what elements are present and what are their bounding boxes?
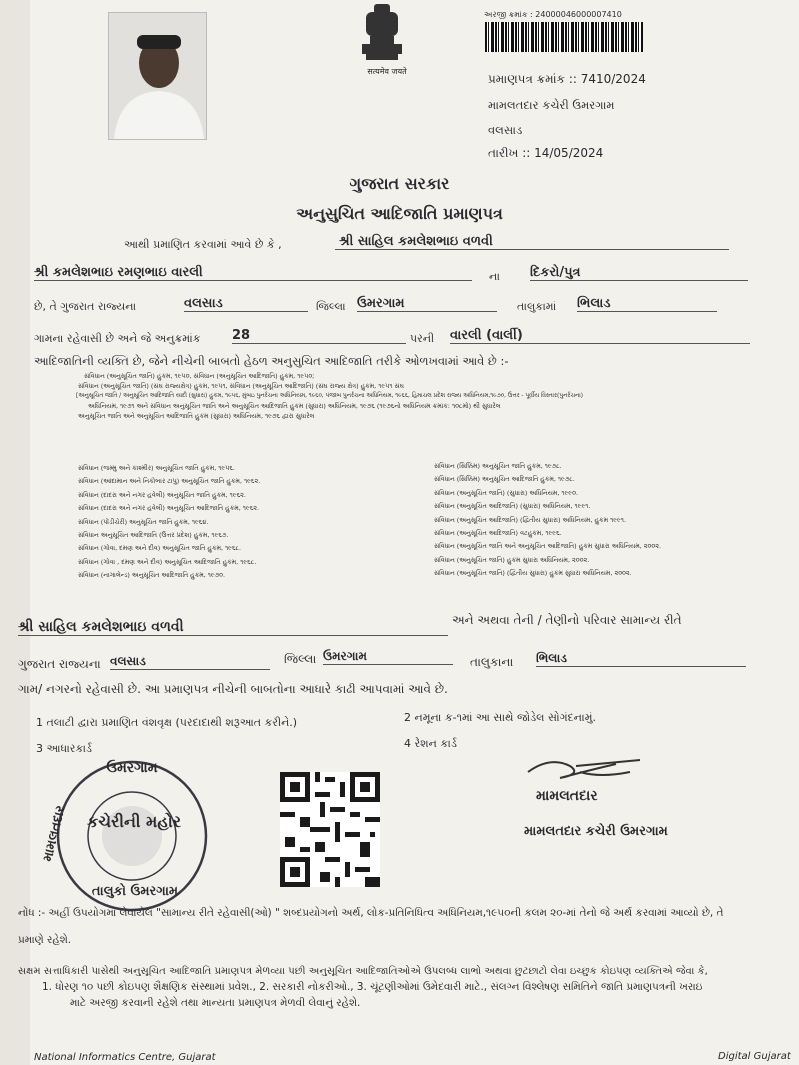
signatory-title: મામલતદાર	[536, 788, 598, 804]
basis-item: 1 તલાટી દ્વારા પ્રમાણિત વંશવૃક્ષ (પરદાદાથી શરૂઆત કરીને.)	[36, 716, 298, 729]
on-label: પરની	[410, 332, 435, 345]
issue-basis-statement: ગામ/ નગરનો રહેવાસી છે. આ પ્રમાણપત્ર નીચેની બાબતોના આધારે કાઢી આપવામાં આવે છે.	[18, 682, 448, 696]
emblem-motto: सत्यमेव जयते	[367, 67, 407, 76]
note-line: સંવિધાન (અનુસૂચિત જાતિ) (સંઘ રાજ્યક્ષેત્ર) હુકમ, ૧૯૫૧, સંવિધાન (અનુસૂચિત આદિજાતિ) (સંઘ રાજ્ય ક્ષેત્ર) હુકમ, ૧૯૫૧ સંઘ	[78, 382, 404, 390]
taluka-value-2: ઉમરગામ	[323, 649, 453, 665]
notes-right	[434, 460, 794, 581]
recognition-statement: આદિજાતિની વ્યક્તિ છે, જેને નીચેની બાબતો હેઠળ અનુસુચિત આદિજાતિ તરીકે ઓળખવામાં આવે છે :-	[34, 354, 509, 368]
office-name: મામલતદાર કચેરી ઉમરગામ	[488, 98, 615, 112]
seal-left-text: મામલતદાર	[40, 803, 69, 864]
district-label-2: જિલ્લા	[284, 652, 317, 666]
note-line: સંવિધાન અનુસૂચિત આદિજાતિ (ઉત્તર પ્રદેશ) હુકમ, ૧૯૬૭.	[78, 531, 229, 540]
note-line: સંવિધાન (અનુસૂચિત આદિજાતિ) (સુધારા) અધિનિયમ, ૧૯૯૧.	[434, 502, 591, 511]
footer-note: નોંધ :- અહીં ઉપયોગમાં લેવાયેલ "સામાન્ય રીતે રહેવાસી(ઓ) " શબ્દપ્રયોગનો અર્થ, લોક-પ્રતિનિધિત્વ અધિનિયમ,૧૯૫૦ની કલમ ૨૦-માં તેનો જે અર્થ કરવામાં આવ્યો છે, તે	[18, 907, 724, 919]
digital-gujarat-credit: Digital Gujarat	[718, 1051, 791, 1062]
note-line: સંવિધાન (અનુસૂચિત આદિજાતિ) (દ્વિતીય સુધારા) અધિનિયમ, હુકમ ૧૯૯૧.	[434, 515, 626, 524]
note-line: સંવિધાન (અનુસૂચિત જાતિ અને અનુસૂચિત આદિજાતિ) હુકમ સુધારા અધિનિયમ, ૨૦૦૨.	[434, 542, 662, 551]
relation: દિકરો/પુત્ર	[530, 265, 748, 281]
notes-left	[78, 462, 418, 583]
district-value-2: વલસાડ	[110, 654, 270, 670]
signature	[520, 752, 650, 786]
office-seal	[40, 756, 212, 916]
barcode	[485, 22, 643, 52]
taluka-label: તાલુકામાં	[517, 300, 557, 313]
basis-item: 4 રેશન કાર્ડ	[404, 737, 457, 750]
footer-para-2: 1. ધોરણ ૧૦ પછી કોઇપણ શૈક્ષણિક સંસ્થામાં પ્રવેશ., 2. સરકારી નોકરીઓ., 3. ચૂંટણીઓમાં ઉમેદવારી માટે., સંલગ્ન વિશ્લેષણ સમિતિને જાતિ પ્રમાણપત્રની ખરાઇ	[42, 981, 703, 993]
certify-label: આથી પ્રમાણિત કરવામાં આવે છે કે ,	[124, 238, 282, 251]
note-line: સંવિધાન (દાદરા અને નગર હવેલી) અનુસૂચિત જાતિ હુકમ, ૧૯૬૨.	[78, 490, 246, 499]
notes-top	[78, 371, 793, 421]
footer-para-3: માટે અરજી કરવાની રહેશે તથા માન્યતા પ્રમાણપત્ર મેળવી લેવાનું રહેશે.	[70, 997, 361, 1009]
serial-value: 28	[232, 328, 406, 344]
note-line: સંવિધાન (ગોવા, દમણ અને દીવ) અનુસૂચિત જાતિ હુકમ, ૧૯૬૮.	[78, 544, 242, 553]
government-title: ગુજરાત સરકાર	[349, 174, 450, 193]
note-line: સંવિધાન (અનુસૂચિત આદિજાતિ) વટહુકમ, ૧૯૯૬.	[434, 529, 562, 538]
note-line: સંવિધાન (ગોવા , દમણ અને દીવ) અનુસૂચિત આદિજાતિ હુકમ, ૧૯૬૮.	[78, 557, 257, 566]
note-line: સંવિધાન (અનુસૂચિત જાતિ) (દ્વિતીય સુધારા) હુકમ સુધારા અધિનિયમ, ૨૦૦૨.	[434, 569, 632, 578]
note-line: સંવિધાન (અનુસૂચિત જાતિ) હુકમ, ૧૯૫૦, સંવિધાન (અનુસૂચિત આદિજાતિ) હુકમ, ૧૯૫૦;	[84, 372, 315, 380]
note-line: સંવિધાન (જમ્મુ અને કાશ્મીર) અનુસૂચિત જાતિ હુકમ, ૧૯૫૬.	[78, 464, 235, 472]
note-line: સંવિધાન (દાદરા અને નગર હવેલી) અનુસૂચિત આદિજાતિ હુકમ, ૧૯૬૨.	[78, 504, 260, 513]
of-label: ના	[489, 270, 500, 283]
applicant-photo	[108, 12, 207, 140]
footer-note-2: પ્રમાણે રહેશે.	[18, 934, 72, 946]
seal-top-text: ઉમરગામ	[106, 760, 158, 776]
page-edge	[0, 0, 30, 1065]
note-line: સંવિધાન (સિક્કિમ) અનુસૂચિત આદિજાતિ હુકમ, ૧૯૭૮.	[434, 475, 575, 484]
seal-center-text: કચેરીની મહોર	[87, 812, 181, 831]
district-label: જિલ્લા	[316, 300, 346, 313]
district-value: વલસાડ	[184, 296, 308, 312]
application-number: અરજી ક્રમાંક : 24000046000007410	[484, 10, 622, 19]
national-emblem-icon	[352, 0, 412, 66]
state-label: છે, તે ગુજરાત રાજ્યના	[34, 300, 137, 313]
note-line: સંવિધાન (અનુસૂચિત જાતિ) (સુધારા) અધિનિયમ, ૧૯૯૦.	[434, 488, 578, 497]
note-line: સંવિધાન (પોંડીચેરી) અનુસૂચિત જાતિ હુકમ, ૧૯૬૪.	[78, 517, 209, 526]
note-line: અનુસૂચિત જાતિ અને અનુસૂચિત આદિજાતિ હુકમ (સુધારા) અધિનિયમ, ૧૯૭૬ દ્વારા સુધારેલ	[78, 412, 315, 420]
taluka-value: ઉમરગામ	[357, 296, 497, 312]
note-line: સંવિધાન (અનુસૂચિત જાતિ) હુકમ સુધારા અધિનિયમ, ૨૦૦૨.	[434, 555, 590, 564]
note-line: [અનુસૂચિત જાતિ / અનુસૂચિત આદિજાતિ યાદી (સુધારા) હુકમ, ૧૯૫૬, મુંબઇ પુનર્રચના અધિનિયમ, ૧૯૬૦, પંજાબ પુનર્રચના અધિનિયમ, ૧૯૬૬, હિમાચલ પ્રદેશ રાજ્ય અધિનિયમ,૧૯૭૦, ઉત્તર - પૂર્વીય વિસ્તાર(પુનર્રચના)	[76, 393, 584, 399]
certificate-date: તારીખ :: 14/05/2024	[488, 146, 604, 160]
certificate-number: પ્રમાણપત્ર ક્રમાંક :: 7410/2024	[488, 72, 646, 86]
serial-label: ગામના રહેવાસી છે અને જે અનુક્રમાંક	[34, 332, 201, 345]
seal-bottom-text: તાલુકો ઉમરગામ	[91, 884, 179, 899]
note-line: સંવિધાન (આંદામાન અને નિકોબાર ટાપુ) અનુસૂચિત જાતિ હુકમ, ૧૯૬૨.	[78, 477, 261, 486]
applicant-name: શ્રી સાહિલ કમલેશભાઇ વળવી	[335, 234, 729, 250]
applicant-name-2: શ્રી સાહિલ કમલેશભાઇ વળવી	[18, 619, 448, 636]
note-line: અધિનિયમ, ૧૯૭૧ અને સંવિધાન અનુસૂચિત જાતિ અને અનુસૂચિત આદિજાતિ હુકમ (સુધારા) અધિનિયમ, ૧૯૭૬ (૧૯૭૬નો અધિનિયમ ક્રમાંક: ૧૦૮મો) થી સુધારેલ	[88, 402, 501, 410]
footer-para-1: સક્ષમ સત્તાધિકારી પાસેથી અનુસૂચિત આદિજાતિ પ્રમાણપત્ર મેળવ્યા પછી અનુસૂચિત આદિજાતિઓએ ઉપલબ્ધ લાભો અથવા છુટછાટો લેવા ઇચ્છુક કોઇપણ વ્યક્તિએ જેવા કે,	[18, 966, 708, 977]
qr-code	[280, 772, 380, 887]
certificate-title: અનુસુચિત આદિજાતિ પ્રમાણપત્ર	[296, 204, 503, 223]
nic-credit: National Informatics Centre, Gujarat	[34, 1052, 216, 1063]
village-value-2: ભિલાડ	[536, 651, 746, 667]
resident-statement: અને અથવા તેની / તેણીનો પરિવાર સામાન્ય રીતે	[452, 613, 682, 627]
note-line: સંવિધાન (સિક્કિમ) અનુસૂચિત જાતિ હુકમ, ૧૯૭૮.	[434, 462, 562, 470]
note-line: સંવિધાન (નાગાલેન્ડ) અનુસૂચિત આદિજાતિ હુકમ, ૧૯૭૦.	[78, 571, 226, 580]
signatory-office: મામલતદાર કચેરી ઉમરગામ	[524, 824, 668, 839]
taluka-label-2: તાલુકાના	[470, 655, 514, 669]
state-label-2: ગુજરાત રાજ્યના	[18, 657, 101, 671]
tribe-value: વારલી (વાર્લી)	[450, 328, 750, 344]
basis-item: 3 આધારકાર્ડ	[36, 742, 92, 755]
father-name: શ્રી કમલેશભાઇ રમણભાઇ વારલી	[34, 265, 472, 281]
basis-item: 2 નમૂના ક-૧માં આ સાથે જોડેલ સોગંદનામું.	[404, 711, 596, 724]
district-name: વલસાડ	[488, 123, 523, 137]
village-value: ભિલાડ	[577, 296, 717, 312]
